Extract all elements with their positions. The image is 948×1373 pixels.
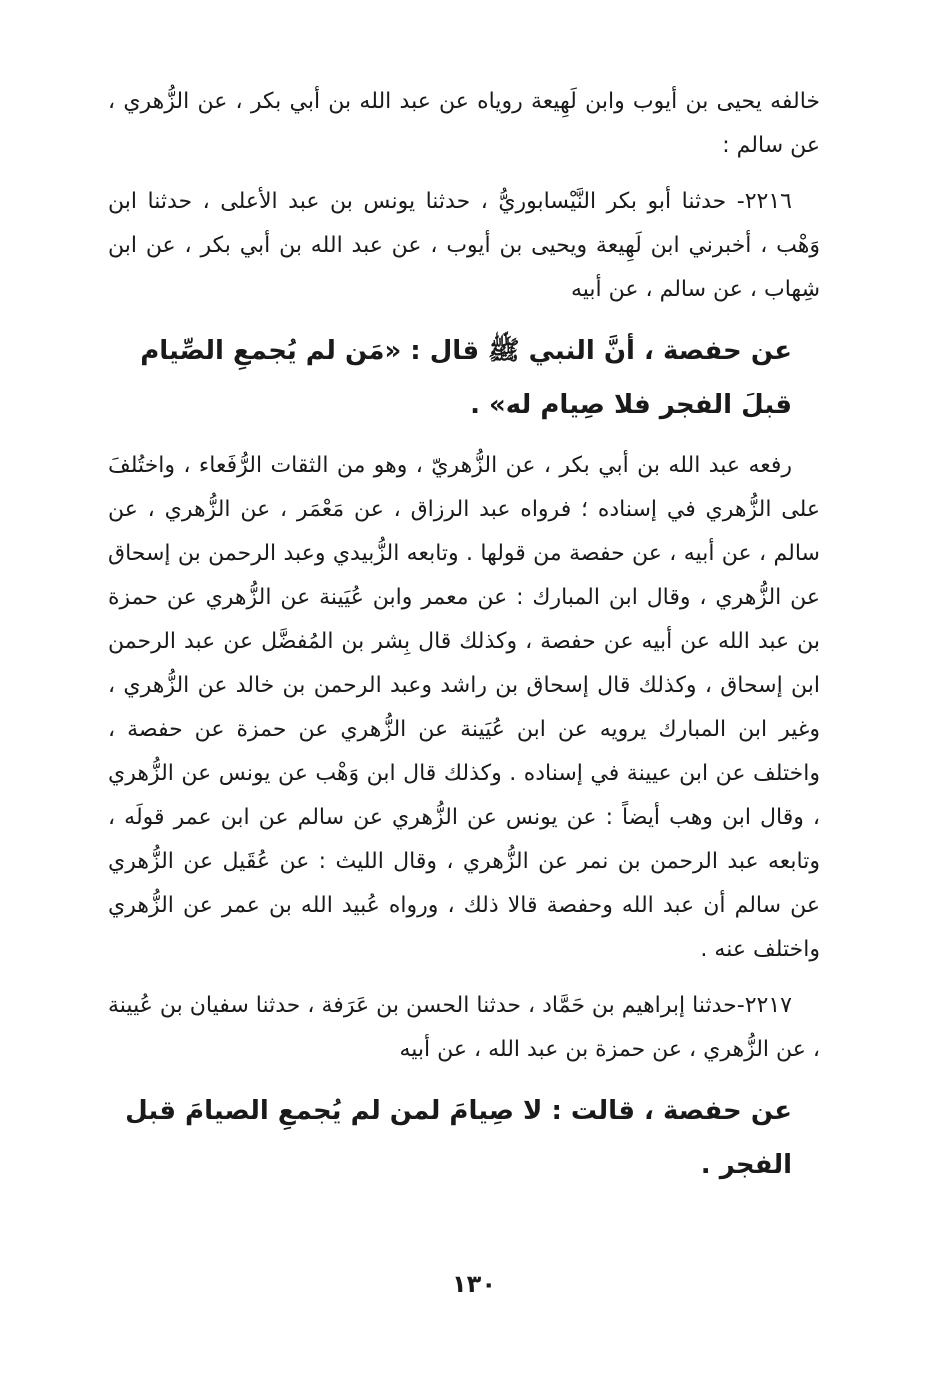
hadith-isnad-2217: ٢٢١٧-حدثنا إبراهيم بن حَمَّاد ، حدثنا الحسن بن عَرَفة ، حدثنا سفيان بن عُيينة ، عن الزُّهري ، عن حمزة بن عبد الله ، عن أبيه — [108, 993, 820, 1062]
page-number: ١٣٠ — [452, 1270, 496, 1298]
hadith-isnad-2216: ٢٢١٦- حدثنا أبو بكر النَّيْسابوريُّ ، حدثنا يونس بن عبد الأعلى ، حدثنا ابن وَهْب ، أخبرني ابن لَهِيعة ويحيى بن أيوب ، عن عبد الله بن أبي بكر ، عن ابن شِهاب ، عن سالم ، عن أبيه — [108, 189, 820, 302]
commentary-paragraph: رفعه عبد الله بن أبي بكر ، عن الزُّهريّ ، وهو من الثقات الرُّفَعاء ، واختُلفَ على الزُّهري في إسناده ؛ فرواه عبد الرزاق ، عن مَعْمَر ، عن الزُّهري ، عن سالم ، عن أبيه ، عن حفصة من قولها . وتابعه الزُّبيدي وعبد الرحمن بن إسحاق عن الزُّهري ، وقال ابن المبارك : عن معمر وابن عُيَينة عن الزُّهري عن حمزة بن عبد الله عن أبيه عن حفصة ، وكذلك قال بِشر بن المُفضَّل عن عبد الرحمن ابن إسحاق ، وكذلك قال إسحاق بن راشد وعبد الرحمن بن خالد عن الزُّهري ، وغير ابن المبارك يرويه عن ابن عُيَينة عن الزُّهري عن حمزة عن حفصة ، واختلف عن ابن عيينة في إسناده . وكذلك قال ابن وَهْب عن يونس عن الزُّهري ، وقال ابن وهب أيضاً : عن يونس عن الزُّهري عن سالم عن ابن عمر قولَه ، وتابعه عبد الرحمن بن نمر عن الزُّهري ، وقال الليث : عن عُقَيل عن الزُّهري عن سالم أن عبد الله وحفصة قالا ذلك ، ورواه عُبيد الله بن عمر عن الزُّهري واختلف عنه . — [108, 453, 820, 962]
hadith-matn-2217: عن حفصة ، قالت : لا صِيامَ لمن لم يُجمعِ الصيامَ قبل الفجر . — [125, 1096, 792, 1180]
commentary-paragraph: خالفه يحيى بن أيوب وابن لَهِيعة روياه عن عبد الله بن أبي بكر ، عن الزُّهري ، عن سالم : — [108, 89, 820, 158]
page-text-block — [108, 80, 820, 1192]
hadith-matn-2216: عن حفصة ، أنَّ النبي ﷺ قال : «مَن لم يُجمعِ الصِّيام قبلَ الفجر فلا صِيام له» . — [140, 336, 792, 420]
